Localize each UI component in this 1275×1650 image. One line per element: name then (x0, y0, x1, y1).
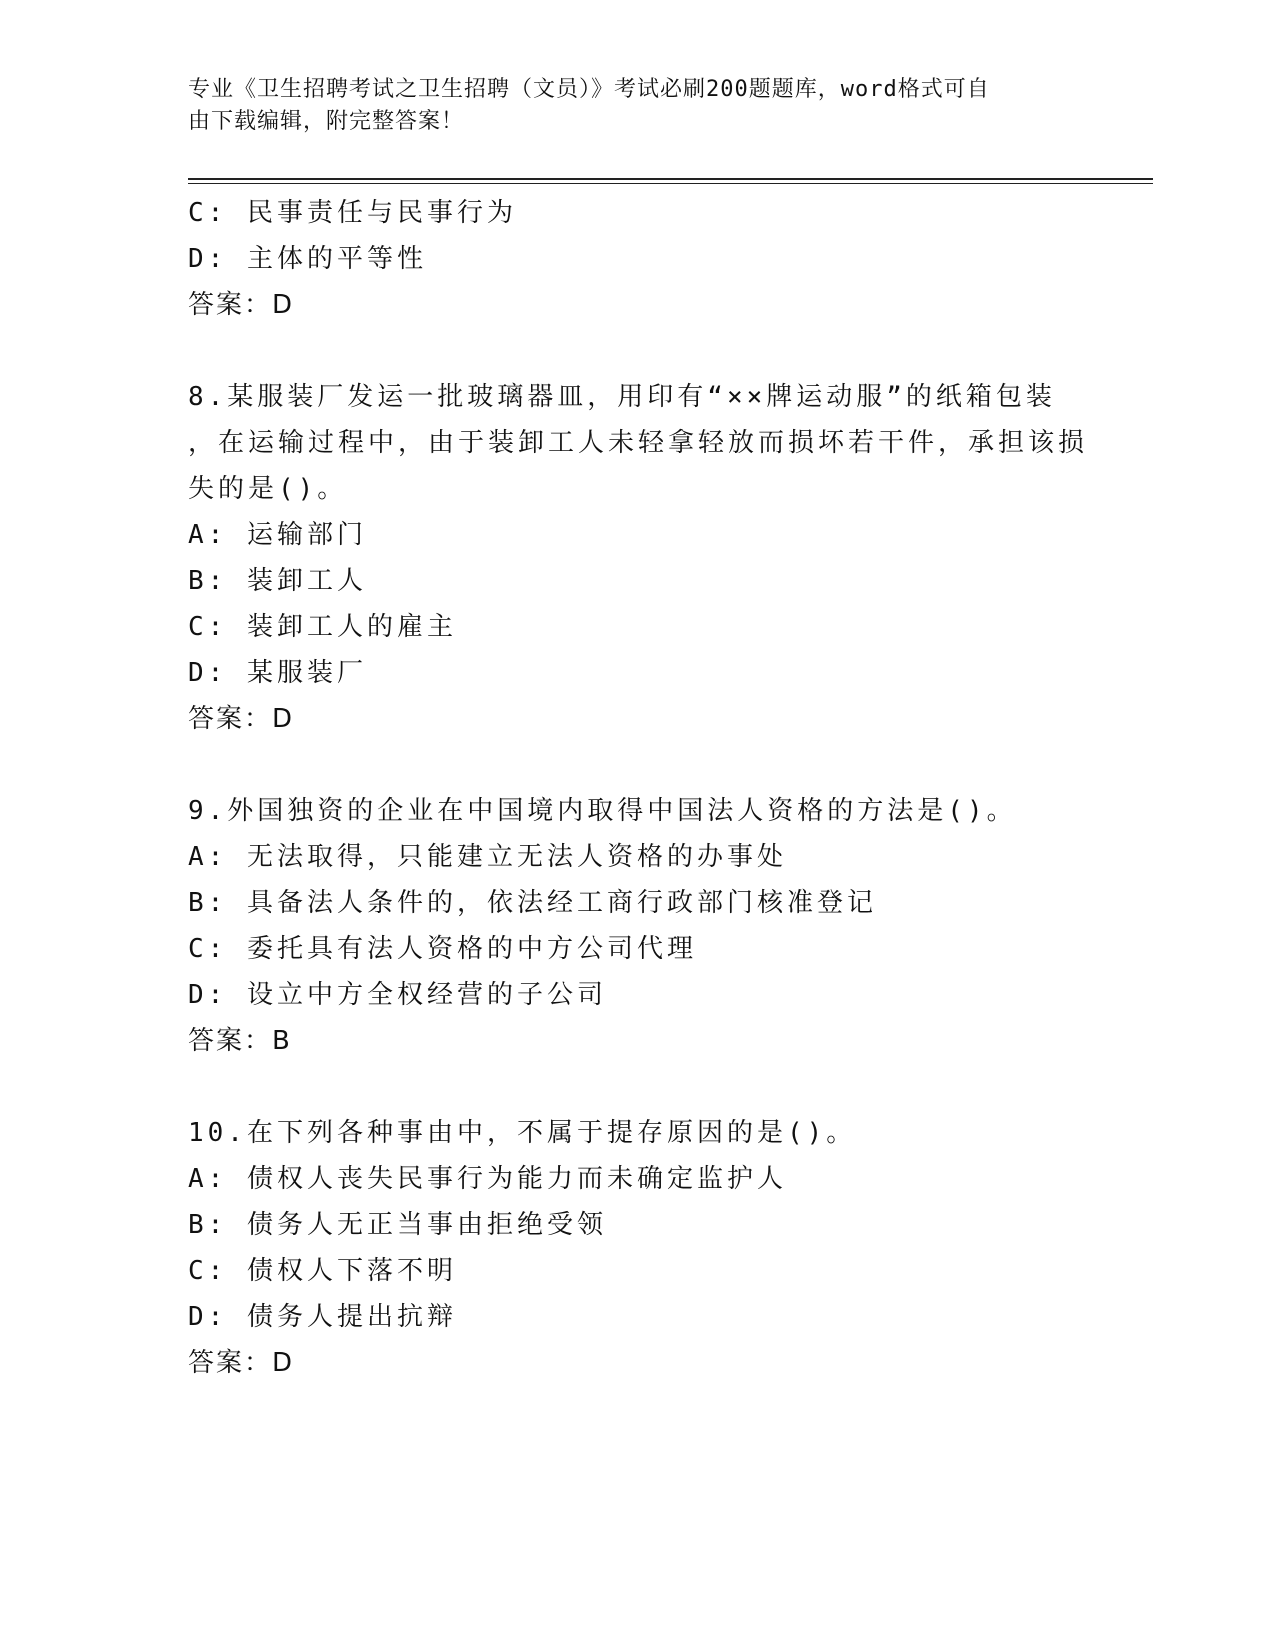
option-b: B: 债务人无正当事由拒绝受领 (188, 1210, 607, 1240)
answer-line: 答案：D (188, 290, 295, 320)
option-c: C: 装卸工人的雇主 (188, 612, 457, 642)
stem-line: 失的是()。 (188, 474, 348, 504)
question-list (188, 190, 1088, 1386)
option-a: A: 无法取得，只能建立无法人资格的办事处 (188, 842, 787, 872)
question-stem (188, 374, 1088, 512)
answer-line: 答案：B (188, 1026, 292, 1056)
option-d: D: 设立中方全权经营的子公司 (188, 980, 607, 1010)
stem-line: 10.在下列各种事由中，不属于提存原因的是()。 (188, 1118, 857, 1148)
stem-line: 8.某服装厂发运一批玻璃器皿，用印有“××牌运动服”的纸箱包装 (188, 382, 1056, 412)
option-a: A: 运输部门 (188, 520, 367, 550)
stem-line: ，在运输过程中，由于装卸工人未轻拿轻放而损坏若干件，承担该损 (188, 428, 1089, 458)
answer-line: 答案：D (188, 1348, 295, 1378)
option-d: D: 主体的平等性 (188, 244, 427, 274)
option-c: C: 债权人下落不明 (188, 1256, 457, 1286)
option-a: A: 债权人丧失民事行为能力而未确定监护人 (188, 1164, 787, 1194)
option-c: C: 民事责任与民事行为 (188, 198, 517, 228)
question-stem (188, 788, 1088, 834)
question-partial (188, 190, 1088, 328)
option-d: D: 某服装厂 (188, 658, 367, 688)
question-10 (188, 1110, 1088, 1386)
question-8 (188, 374, 1088, 742)
option-d: D: 债务人提出抗辩 (188, 1302, 457, 1332)
header-line-2: 由下载编辑，附完整答案！ (188, 109, 465, 134)
stem-line: 9.外国独资的企业在中国境内取得中国法人资格的方法是()。 (188, 796, 1017, 826)
document-header (188, 74, 1068, 138)
header-divider-thin (188, 183, 1153, 184)
header-divider (188, 178, 1153, 180)
answer-line: 答案：D (188, 704, 295, 734)
header-line-1: 专业《卫生招聘考试之卫生招聘（文员）》考试必刷200题题库，word格式可自 (188, 77, 990, 102)
option-c: C: 委托具有法人资格的中方公司代理 (188, 934, 697, 964)
question-stem (188, 1110, 1088, 1156)
option-b: B: 具备法人条件的，依法经工商行政部门核准登记 (188, 888, 877, 918)
question-9 (188, 788, 1088, 1064)
option-b: B: 装卸工人 (188, 566, 367, 596)
